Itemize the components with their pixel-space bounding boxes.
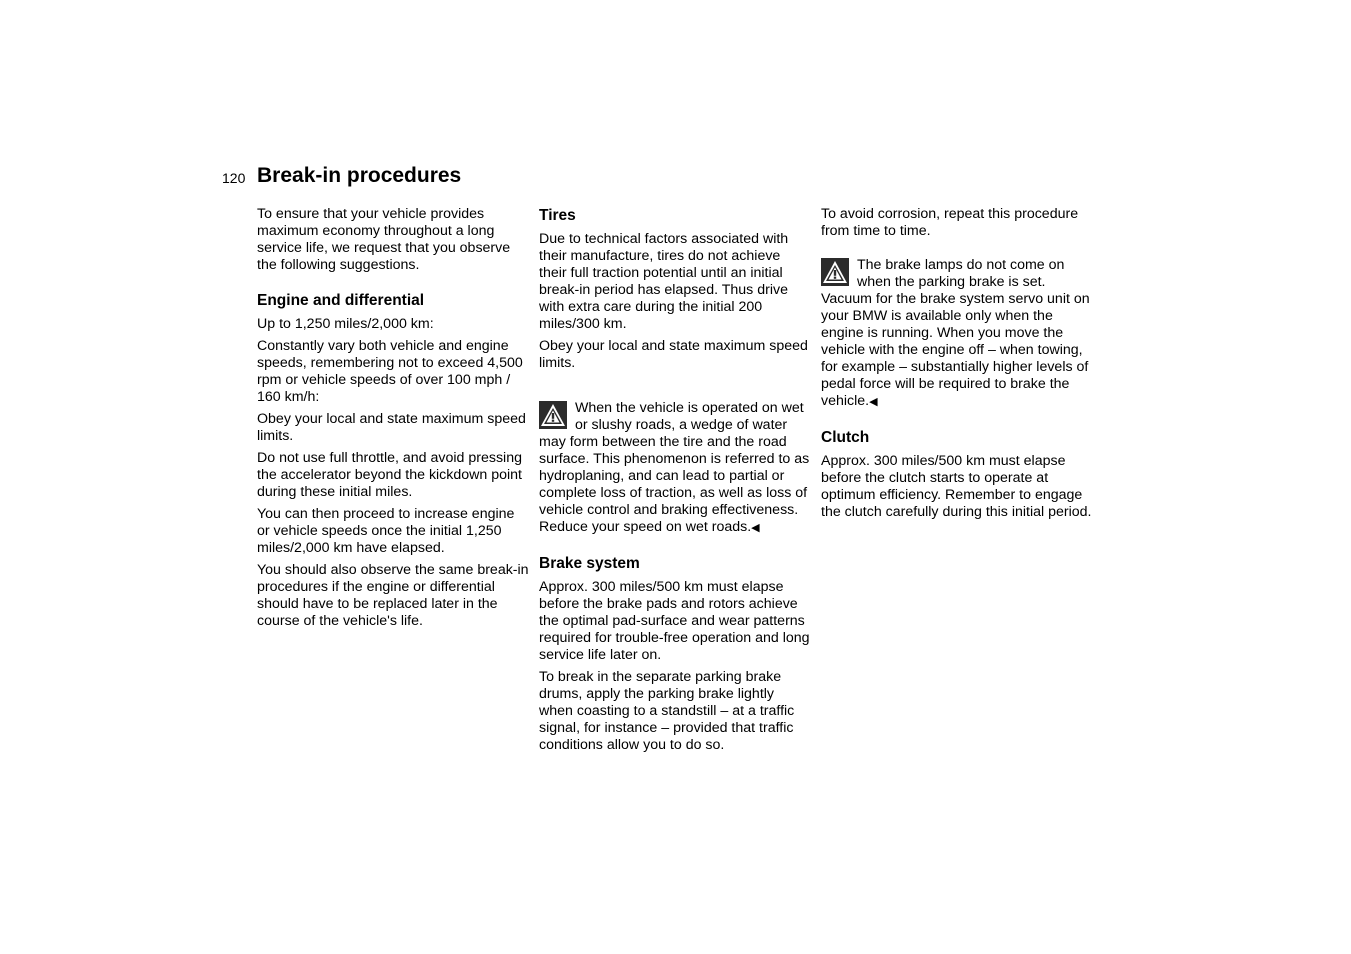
brake-lamps-warning	[821, 257, 1093, 411]
engine-paragraph-1: Up to 1,250 miles/2,000 km:	[257, 316, 434, 332]
hydroplaning-warning-text: When the vehicle is operated on wet or slushy roads, a wedge of water may form between the tire and the road surface. This phenomenon is referred to as hydroplaning, and can lead to partial or complete loss of traction, as well as loss of vehicle control and braking effectiveness. Reduce your speed on wet roads.	[539, 400, 810, 535]
tires-paragraph-1: Due to technical factors associated with their manufacture, tires do not achieve their full traction potential until an initial break-in period has elapsed. Thus drive with extra care during the initial 200 miles/300 km.	[539, 231, 789, 332]
column-3	[821, 206, 1093, 526]
brake-system-heading: Brake system	[539, 555, 640, 572]
clutch-paragraph: Approx. 300 miles/500 km must elapse before the clutch starts to operate at optimum efficiency. Remember to engage the clutch carefully during this initial period.	[821, 453, 1092, 520]
page-title: Break-in procedures	[257, 164, 462, 187]
brake-paragraph-2: To break in the separate parking brake drums, apply the parking brake lightly when coasting to a standstill – at a traffic signal, for instance – provided that traffic conditions allow you to do so.	[539, 669, 795, 753]
engine-paragraph-5: You can then proceed to increase engine or vehicle speeds once the initial 1,250 miles/2,000 km have elapsed.	[257, 506, 515, 556]
hydroplaning-warning	[539, 400, 811, 537]
engine-paragraph-2: Constantly vary both vehicle and engine speeds, remembering not to exceed 4,500 rpm or vehicle speeds of over 100 mph / 160 km/h:	[257, 338, 523, 405]
warning-triangle-icon	[821, 258, 849, 286]
tires-heading: Tires	[539, 207, 576, 224]
engine-paragraph-6: You should also observe the same break-in procedures if the engine or differential should have to be replaced later in the course of the vehicle's life.	[257, 562, 529, 629]
tires-paragraph-2: Obey your local and state maximum speed limits.	[539, 338, 808, 371]
column-2	[539, 206, 811, 759]
page-number: 120	[222, 170, 246, 186]
end-of-section-mark: ◀	[751, 522, 760, 534]
clutch-heading: Clutch	[821, 429, 870, 446]
intro-paragraph: To ensure that your vehicle provides maximum economy throughout a long service life, we request that you observe the following suggestions.	[257, 206, 511, 273]
engine-paragraph-3: Obey your local and state maximum speed limits.	[257, 411, 526, 444]
end-of-section-mark: ◀	[869, 396, 878, 408]
warning-triangle-icon	[539, 401, 567, 429]
engine-paragraph-4: Do not use full throttle, and avoid pressing the accelerator beyond the kickdown point during these initial miles.	[257, 450, 522, 500]
brake-lamps-warning-text: The brake lamps do not come on when the parking brake is set. Vacuum for the brake system servo unit on your BMW is available only when the engine is running. When you move the vehicle with the engine off – when towing, for example – substantially higher levels of pedal force will be required to brake the vehicle.	[821, 257, 1090, 409]
column-1	[257, 206, 529, 635]
engine-differential-heading: Engine and differential	[257, 292, 425, 309]
corrosion-paragraph: To avoid corrosion, repeat this procedure from time to time.	[821, 206, 1079, 239]
brake-paragraph-1: Approx. 300 miles/500 km must elapse before the brake pads and rotors achieve the optimal pad-surface and wear patterns required for trouble-free operation and long service life later on.	[539, 579, 810, 663]
